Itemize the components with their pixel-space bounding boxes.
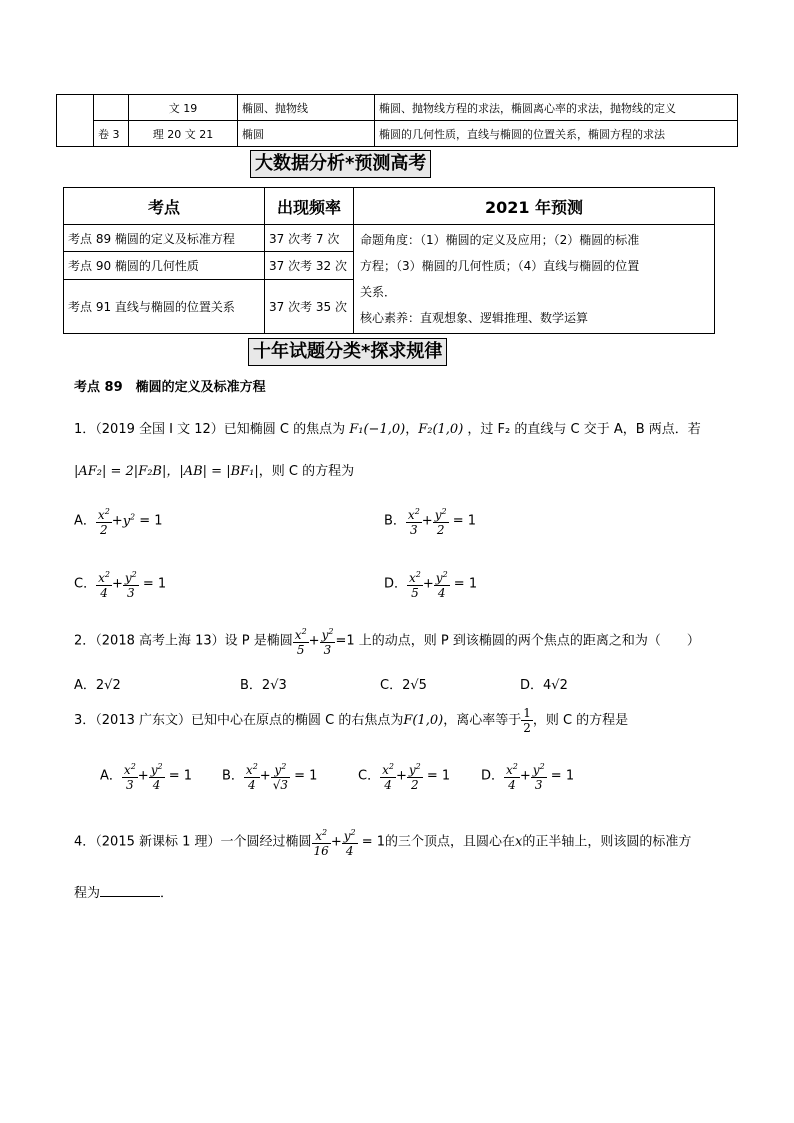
topic-cell: 考点 90 椭圆的几何性质 [64,252,265,279]
frequency-cell: 37 次考 35 次 [265,279,354,334]
question-3: 3．（2013 广东文）已知中心在原点的椭圆 C 的右焦点为F(1,0)，离心率等于 $\frac{1}{2}$ ，则 C 的方程是 [74,706,629,735]
question-2: 2．（2018 高考上海 13）设 P 是椭圆 $\frac{x^2}{5}$ + $\frac{y^2}{3}$ =1 上的动点，则 P 到该椭圆的两个焦点的距离之和为（ ） [74,627,700,657]
option-a[interactable]: A． $\frac{x^2}{2}$ $+y^2 = 1$ [74,507,163,537]
answer-blank[interactable] [100,884,160,897]
option-c[interactable]: C． $\frac{x^2}{4}$ + $\frac{y^2}{3}$ = 1 [74,570,167,600]
option-b[interactable]: B． $\frac{x^2}{3}$ + $\frac{y^2}{2}$ = 1 [384,507,477,537]
option-b[interactable]: B． $\frac{x^2}{4}$ + $\frac{y^2}{√3}$ = 1 [222,762,318,792]
separator: ， [405,422,419,437]
option-c[interactable]: C．2√5 [380,678,427,693]
option-a[interactable]: A． $\frac{x^2}{3}$ + $\frac{y^2}{4}$ = 1 [100,762,192,792]
condition-math: |AF₂| = 2|F₂B|，|AB| = |BF₁| [74,464,259,479]
question-1-suffix: ，过 F₂ 的直线与 C 交于 A，B 两点．若 [467,422,701,437]
question-1-prefix: 1．（2019 全国 I 文 12）已知椭圆 C 的焦点为 [74,422,346,437]
prediction-line: 方程；（3）椭圆的几何性质；（4）直线与椭圆的位置 [360,259,640,273]
table-cell: 文 19 [129,95,238,121]
question-4-line-2: 程为 ． [74,886,174,901]
focus-f1: F₁(−1,0) [349,422,406,437]
table-cell: 椭圆、抛物线 [238,95,375,121]
header-topic: 考点 [64,188,265,225]
table-row [57,95,738,121]
table-cell: 卷 3 [94,121,129,147]
table-cell: 椭圆的几何性质，直线与椭圆的位置关系，椭圆方程的求法 [375,121,738,147]
topic-cell: 考点 91 直线与椭圆的位置关系 [64,279,265,334]
table-cell: 椭圆、抛物线方程的求法，椭圆离心率的求法，抛物线的定义 [375,95,738,121]
option-d[interactable]: D． $\frac{x^2}{4}$ + $\frac{y^2}{3}$ = 1 [481,762,575,792]
option-d[interactable]: D． $\frac{x^2}{5}$ + $\frac{y^2}{4}$ = 1 [384,570,478,600]
table-row [57,121,738,147]
prediction-line: 关系． [360,285,397,299]
forecast-table [63,187,715,334]
table-header-row [64,188,715,225]
section-title: 考点 89 椭圆的定义及标准方程 [74,380,266,395]
header-frequency: 出现频率 [265,188,354,225]
frequency-cell: 37 次考 7 次 [265,225,354,252]
topic-cell: 考点 89 椭圆的定义及标准方程 [64,225,265,252]
table-row [64,225,715,252]
option-b[interactable]: B．2√3 [240,678,287,693]
top-table [56,94,738,147]
table-cell: 椭圆 [238,121,375,147]
prediction-line: 命题角度：（1）椭圆的定义及应用；（2）椭圆的标准 [360,233,640,247]
focus-f2: F₂(1,0) [418,422,464,437]
frequency-cell: 37 次考 32 次 [265,252,354,279]
table-cell [94,95,129,121]
option-d[interactable]: D．4√2 [520,678,568,693]
table-cell [57,95,94,147]
question-1-line-1 [74,418,701,437]
option-a[interactable]: A．2√2 [74,678,121,693]
prediction-cell [354,225,715,334]
banner-classification: 十年试题分类*探求规律 [248,338,447,366]
question-1-line-2 [74,460,354,479]
banner-forecast: 大数据分析*预测高考 [250,150,431,178]
option-c[interactable]: C． $\frac{x^2}{4}$ + $\frac{y^2}{2}$ = 1 [358,762,451,792]
table-cell: 理 20 文 21 [129,121,238,147]
question-1-line2-suffix: ，则 C 的方程为 [258,464,355,479]
question-4: 4．（2015 新课标 1 理）一个圆经过椭圆 $\frac{x^2}{16}$ + $\frac{y^2}{4}$ = 1的三个顶点，且圆心在x的正半轴上，则该圆的标准方 [74,828,692,858]
prediction-line: 核心素养：直观想象、逻辑推理、数学运算 [360,311,589,325]
header-prediction: 2021 年预测 [354,188,715,225]
